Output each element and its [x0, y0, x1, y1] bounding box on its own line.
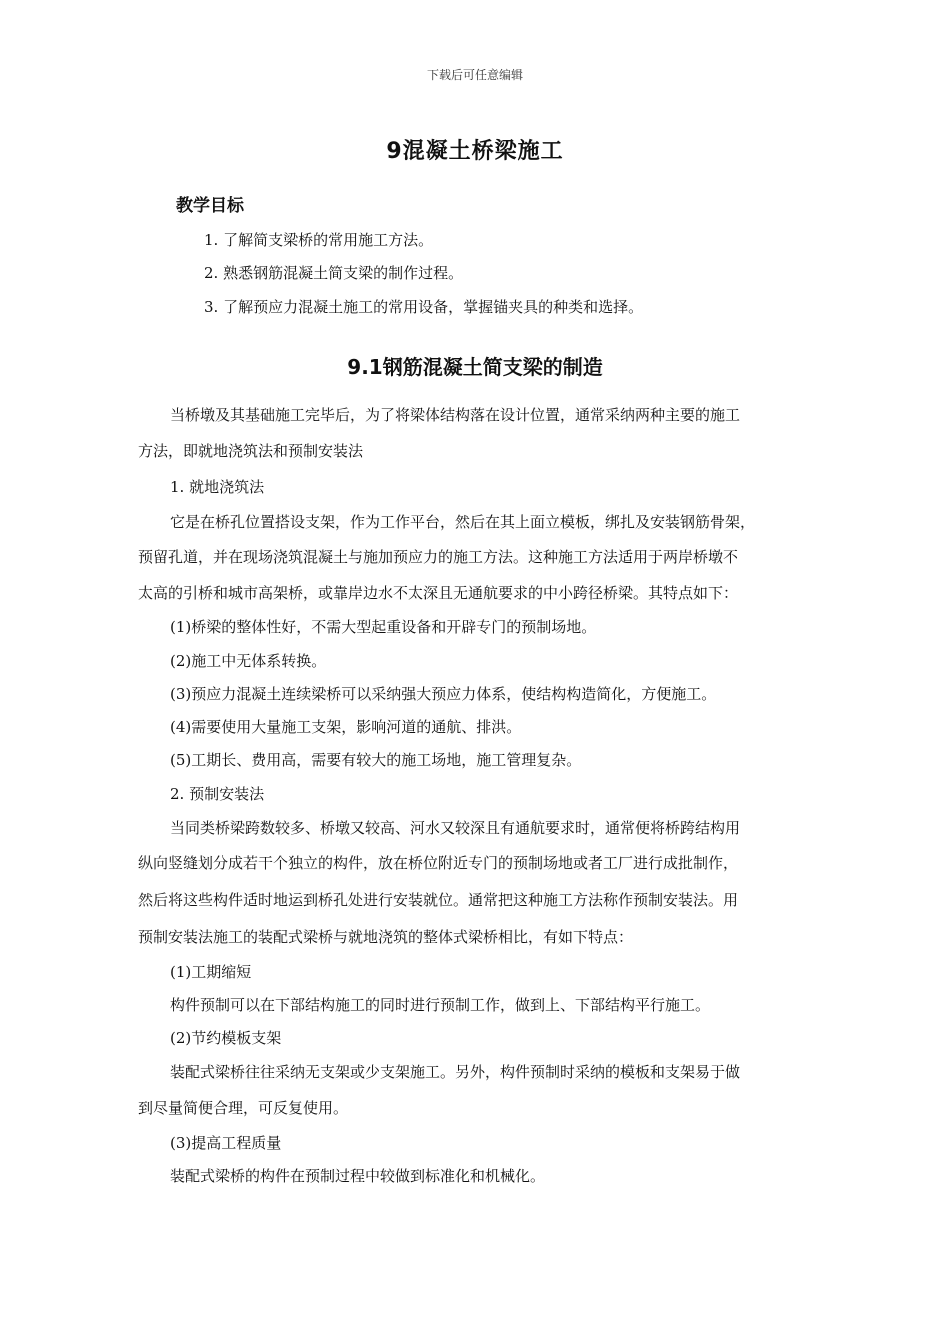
objectives-heading: 教学目标	[176, 196, 244, 216]
paragraph-line: 当桥墩及其基础施工完毕后，为了将梁体结构落在设计位置，通常采纳两种主要的施工	[170, 406, 741, 424]
section-title: 9.1钢筋混凝土简支梁的制造	[347, 355, 603, 379]
list-item: (2)施工中无体系转换。	[170, 652, 327, 670]
chapter-title: 9混凝土桥梁施工	[386, 139, 564, 164]
list-heading: 1. 就地浇筑法	[170, 478, 265, 496]
list-heading: 2. 预制安装法	[170, 785, 265, 803]
paragraph-line: 太高的引桥和城市高架桥，或靠岸边水不太深且无通航要求的中小跨径桥梁。其特点如下：	[138, 584, 739, 602]
list-item: (1)桥梁的整体性好，不需大型起重设备和开辟专门的预制场地。	[170, 618, 597, 636]
paragraph-line: 装配式梁桥的构件在预制过程中较做到标准化和机械化。	[170, 1167, 546, 1185]
list-item: (3)提高工程质量	[170, 1134, 282, 1152]
list-item: (1)工期缩短	[170, 963, 252, 981]
paragraph-line: 构件预制可以在下部结构施工的同时进行预制工作，做到上、下部结构平行施工。	[170, 996, 711, 1014]
paragraph-line: 预留孔道，并在现场浇筑混凝土与施加预应力的施工方法。这种施工方法适用于两岸桥墩不	[138, 548, 739, 566]
list-item: (2)节约模板支架	[170, 1029, 282, 1047]
page-header: 下载后可任意编辑	[426, 68, 523, 82]
paragraph-line: 当同类桥梁跨数较多、桥墩又较高、河水又较深且有通航要求时，通常便将桥跨结构用	[170, 819, 741, 837]
list-item: (3)预应力混凝土连续梁桥可以采纳强大预应力体系，使结构构造简化，方便施工。	[170, 685, 717, 703]
paragraph-line: 纵向竖缝划分成若干个独立的构件，放在桥位附近专门的预制场地或者工厂进行成批制作，	[138, 854, 739, 872]
objective-item: 1. 了解简支梁桥的常用施工方法。	[204, 231, 434, 249]
objective-item: 3. 了解预应力混凝土施工的常用设备，掌握锚夹具的种类和选择。	[204, 298, 644, 316]
objective-item: 2. 熟悉钢筋混凝土简支梁的制作过程。	[204, 264, 464, 282]
paragraph-line: 它是在桥孔位置搭设支架，作为工作平台，然后在其上面立模板，绑扎及安装钢筋骨架，	[170, 513, 756, 531]
list-item: (5)工期长、费用高，需要有较大的施工场地，施工管理复杂。	[170, 751, 582, 769]
paragraph-line: 然后将这些构件适时地运到桥孔处进行安装就位。通常把这种施工方法称作预制安装法。用	[138, 891, 739, 909]
paragraph-line: 方法，即就地浇筑法和预制安装法	[138, 442, 364, 460]
paragraph-line: 装配式梁桥往往采纳无支架或少支架施工。另外，构件预制时采纳的模板和支架易于做	[170, 1063, 741, 1081]
list-item: (4)需要使用大量施工支架，影响河道的通航、排洪。	[170, 718, 522, 736]
paragraph-line: 预制安装法施工的装配式梁桥与就地浇筑的整体式梁桥相比，有如下特点：	[138, 928, 634, 946]
paragraph-line: 到尽量简便合理，可反复使用。	[138, 1099, 349, 1117]
